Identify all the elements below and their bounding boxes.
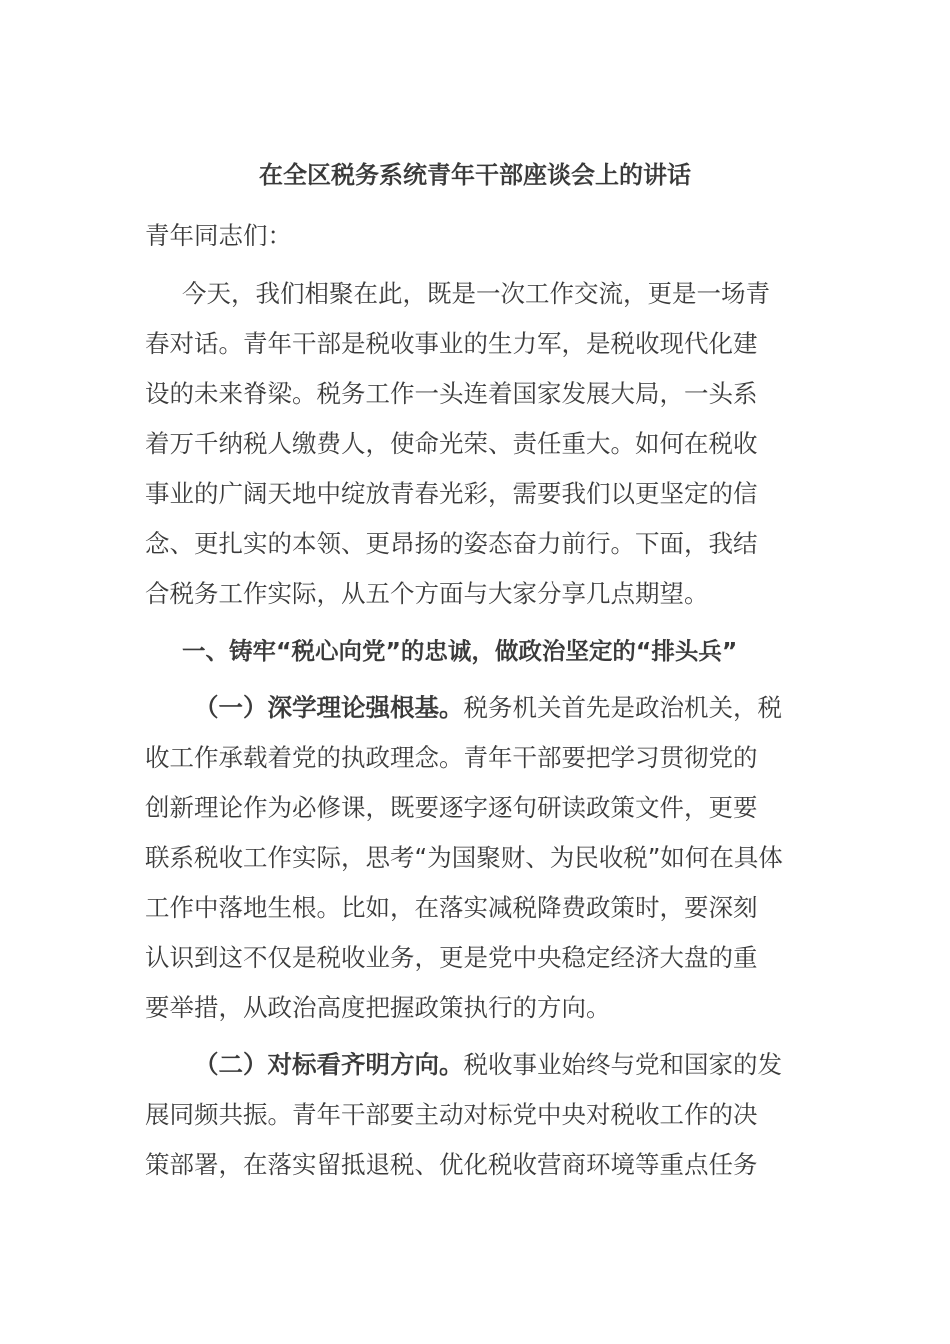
body-line: 认识到这不仅是税收业务，更是党中央稳定经济大盘的重 <box>145 943 758 972</box>
subsection-text: 税务机关首先是政治机关，税 <box>463 693 782 722</box>
body-line: 收工作承载着党的执政理念。青年干部要把学习贯彻党的 <box>145 743 758 772</box>
intro-line: 念、更扎实的本领、更昂扬的姿态奋力前行。下面，我结 <box>145 529 758 558</box>
intro-line: 着万千纳税人缴费人，使命光荣、责任重大。如何在税收 <box>145 429 758 458</box>
body-line: 创新理论作为必修课，既要逐字逐句研读政策文件，更要 <box>145 793 758 822</box>
document-title: 在全区税务系统青年干部座谈会上的讲话 <box>259 161 691 189</box>
salutation: 青年同志们： <box>145 221 292 250</box>
intro-line: 春对话。青年干部是税收事业的生力军，是税收现代化建 <box>145 329 758 358</box>
subsection-first-line <box>194 1045 782 1085</box>
section-heading: 一、铸牢“税心向党”的忠诚，做政治坚定的“排头兵” <box>182 637 738 665</box>
body-line: 策部署，在落实留抵退税、优化税收营商环境等重点任务 <box>145 1150 758 1179</box>
body-line: 工作中落地生根。比如，在落实减税降费政策时，要深刻 <box>145 893 758 922</box>
intro-line: 事业的广阔天地中绽放青春光彩，需要我们以更坚定的信 <box>145 479 758 508</box>
intro-line: 设的未来脊梁。税务工作一头连着国家发展大局，一头系 <box>145 379 758 408</box>
body-line: 要举措，从政治高度把握政策执行的方向。 <box>145 993 611 1022</box>
body-line: 展同频共振。青年干部要主动对标党中央对税收工作的决 <box>145 1100 758 1129</box>
subsection-first-line <box>194 688 782 728</box>
intro-line: 今天，我们相聚在此，既是一次工作交流，更是一场青 <box>182 279 770 308</box>
subsection-title: （一）深学理论强根基。 <box>194 693 464 722</box>
subsection-title: （二）对标看齐明方向。 <box>194 1050 464 1079</box>
body-line: 联系税收工作实际，思考“为国聚财、为民收税”如何在具体 <box>145 843 783 872</box>
intro-line: 合税务工作实际，从五个方面与大家分享几点期望。 <box>145 579 709 608</box>
subsection-text: 税收事业始终与党和国家的发 <box>463 1050 782 1079</box>
